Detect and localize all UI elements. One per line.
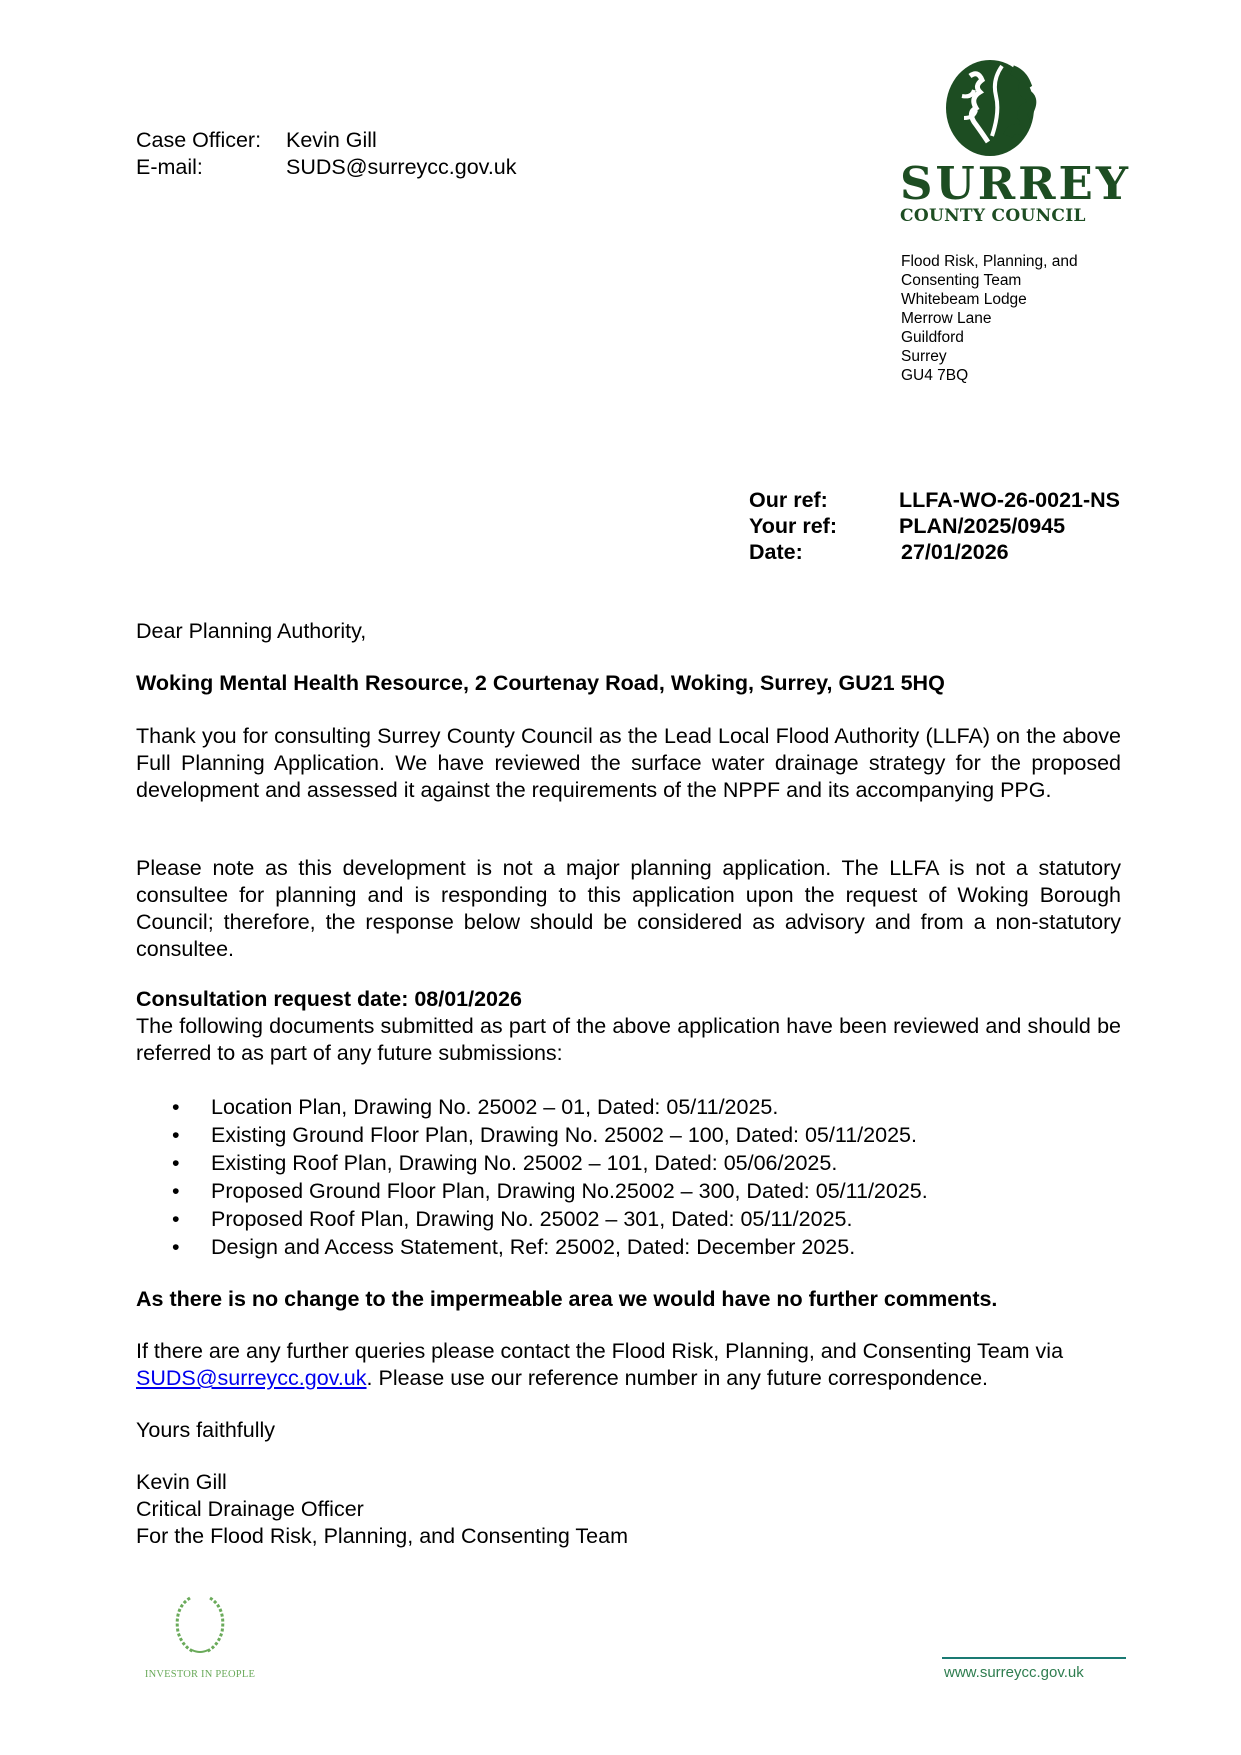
logo-subtitle: COUNTY COUNCIL [900, 206, 1086, 226]
date-label: Date: [749, 540, 803, 564]
list-item [136, 1149, 1121, 1177]
our-ref-value: LLFA-WO-26-0021-NS [899, 488, 1121, 512]
bullet-icon: • [172, 1207, 180, 1231]
paragraph-documents-intro: The following documents submitted as part of the above application have been reviewed and should be referred to as part of any future submissions: [136, 1014, 1121, 1065]
case-officer-block [136, 127, 517, 181]
bullet-icon: • [172, 1179, 180, 1203]
bullet-icon: • [172, 1235, 180, 1259]
document-text: Proposed Roof Plan, Drawing No. 25002 – 301, Dated: 05/11/2025. [211, 1207, 853, 1231]
list-item [136, 1233, 1121, 1261]
reference-block [749, 487, 1120, 565]
your-ref-value: PLAN/2025/0945 [899, 514, 1066, 538]
suds-email-link[interactable]: SUDS@surreycc.gov.uk [136, 1366, 367, 1390]
sender-address [901, 252, 1078, 385]
queries-text: If there are any further queries please contact the Flood Risk, Planning, and Consenting Team via [136, 1339, 1064, 1363]
salutation: Dear Planning Authority, [136, 619, 367, 643]
signature-block [136, 1469, 1121, 1550]
email-label: E-mail: [136, 155, 203, 179]
investor-in-people-logo [140, 1594, 260, 1680]
list-item [136, 1177, 1121, 1205]
document-text: Existing Roof Plan, Drawing No. 25002 – 101, Dated: 05/06/2025. [211, 1151, 838, 1175]
consultation-heading: Consultation request date: 08/01/2026 [136, 987, 522, 1011]
paragraph-statutory-note: Please note as this development is not a major planning application. The LLFA is not a statutory consultee for planning and is responding to this application upon the request of Woking Borough Council; therefore, the response below should be considered as advisory and from a non-statutory consultee. [136, 856, 1121, 961]
our-ref-label: Our ref: [749, 488, 828, 512]
date-value: 27/01/2026 [901, 540, 1009, 564]
case-officer-name: Kevin Gill [286, 128, 377, 152]
address-line: Flood Risk, Planning, and [901, 253, 1078, 270]
signature-name: Kevin Gill [136, 1470, 227, 1494]
case-officer-label: Case Officer: [136, 128, 262, 152]
footer-divider [942, 1657, 1126, 1659]
address-line: Whitebeam Lodge [901, 291, 1027, 308]
signature-team: For the Flood Risk, Planning, and Consenting Team [136, 1524, 628, 1548]
address-line: Merrow Lane [901, 310, 992, 327]
document-text: Existing Ground Floor Plan, Drawing No. 25002 – 100, Dated: 05/11/2025. [211, 1123, 917, 1147]
bullet-icon: • [172, 1123, 180, 1147]
bullet-icon: • [172, 1095, 180, 1119]
list-item [136, 1205, 1121, 1233]
document-text: Proposed Ground Floor Plan, Drawing No.25002 – 300, Dated: 05/11/2025. [211, 1179, 928, 1203]
email-value: SUDS@surreycc.gov.uk [286, 155, 517, 179]
address-line: Guildford [901, 329, 964, 346]
conclusion: As there is no change to the impermeable area we would have no further comments. [136, 1287, 998, 1311]
your-ref-label: Your ref: [749, 514, 837, 538]
document-text: Location Plan, Drawing No. 25002 – 01, Dated: 05/11/2025. [211, 1095, 779, 1119]
paragraph-queries [136, 1338, 1121, 1392]
bullet-icon: • [172, 1151, 180, 1175]
closing: Yours faithfully [136, 1418, 276, 1442]
surrey-logo [900, 56, 1131, 226]
paragraph-intro: Thank you for consulting Surrey County Council as the Lead Local Flood Authority (LLFA) on the above Full Planning Application. We have reviewed the surface water drainage strategy for the proposed development and assessed it against the requirements of the NPPF and its accompanying PPG. [136, 724, 1121, 802]
website-link[interactable]: www.surreycc.gov.uk [944, 1664, 1084, 1681]
logo-wordmark: SURREY [900, 157, 1131, 210]
signature-title: Critical Drainage Officer [136, 1497, 364, 1521]
document-text: Design and Access Statement, Ref: 25002, Dated: December 2025. [211, 1235, 856, 1259]
list-item [136, 1093, 1121, 1121]
list-item [136, 1121, 1121, 1149]
address-line: Surrey [901, 348, 947, 365]
laurel-wreath-icon [168, 1594, 232, 1656]
address-line: GU4 7BQ [901, 367, 969, 384]
documents-list [136, 1093, 1121, 1261]
subject-heading: Woking Mental Health Resource, 2 Courtenay Road, Woking, Surrey, GU21 5HQ [136, 671, 945, 695]
address-line: Consenting Team [901, 272, 1022, 289]
investor-in-people-text: INVESTOR IN PEOPLE [144, 1669, 256, 1680]
oak-leaf-icon [940, 56, 1050, 160]
queries-text-end: . Please use our reference number in any future correspondence. [366, 1366, 989, 1390]
